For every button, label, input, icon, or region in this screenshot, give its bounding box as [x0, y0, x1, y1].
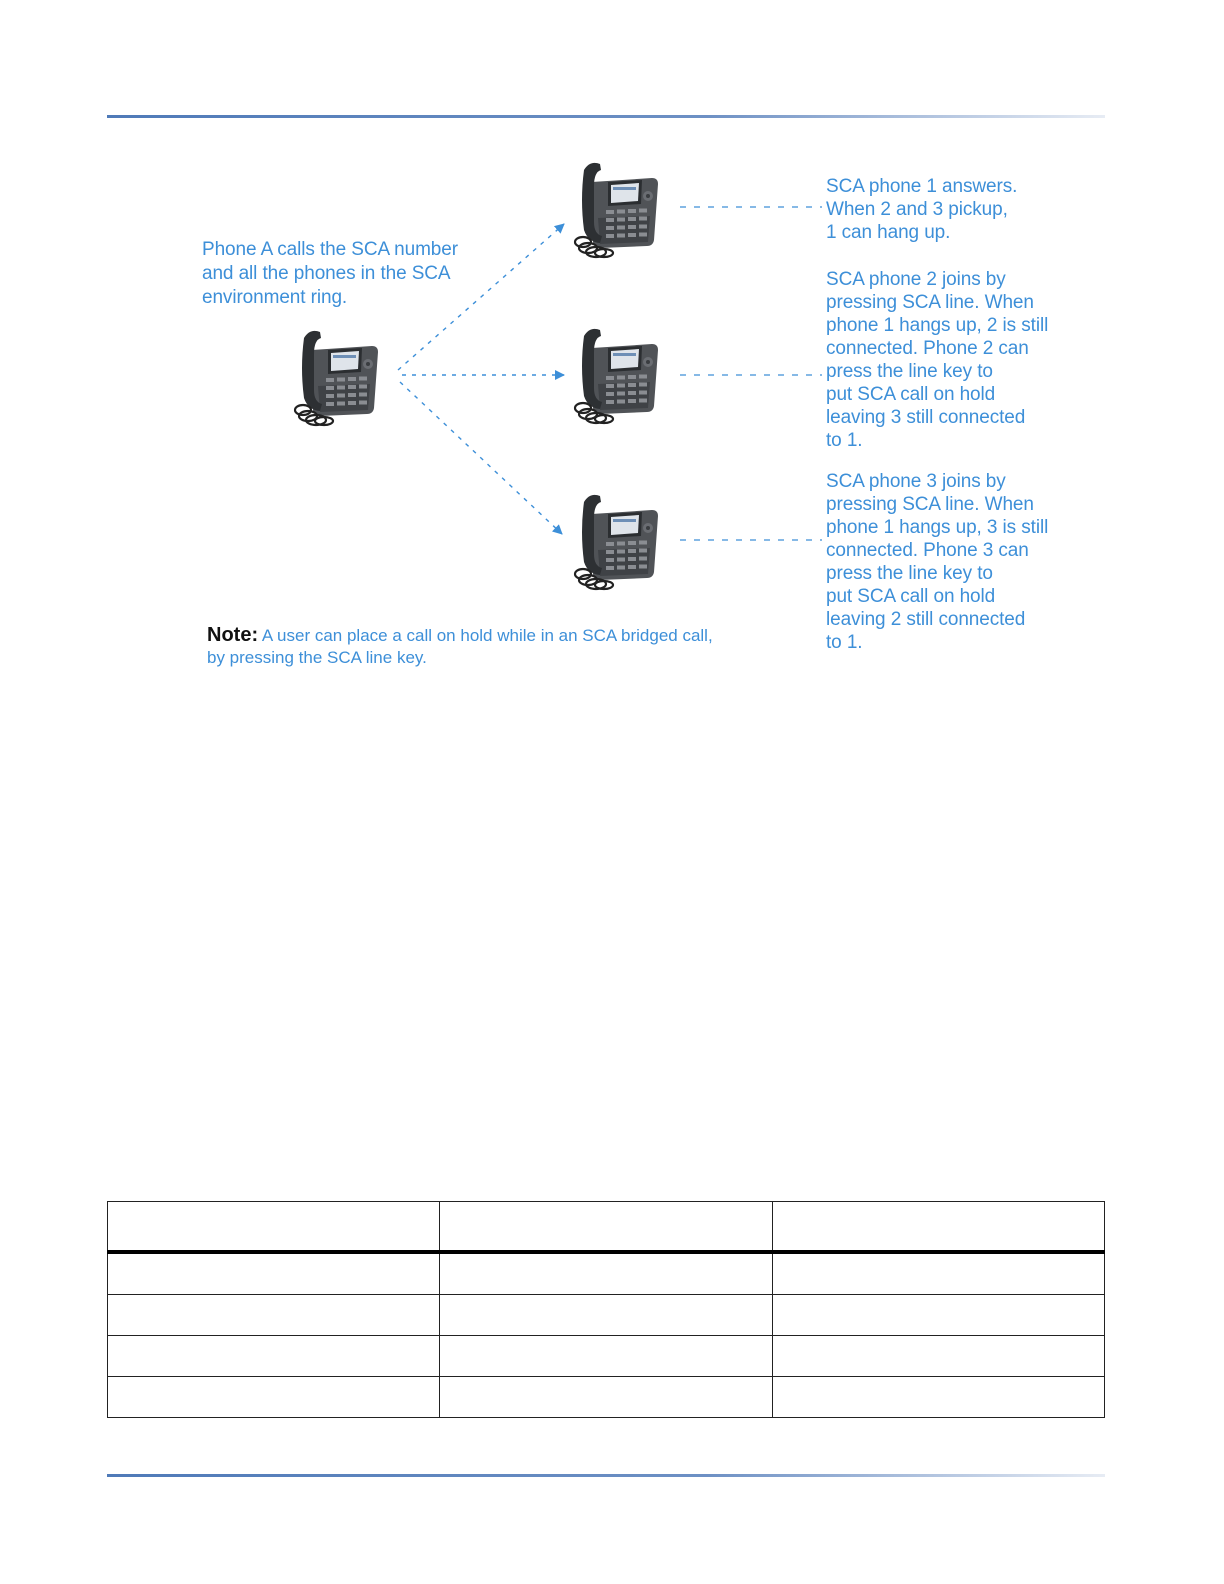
table-row — [108, 1336, 1105, 1377]
note-text-line-1: A user can place a call on hold while in an SCA bridged call, — [261, 626, 713, 645]
table-header-row — [108, 1202, 1105, 1253]
table-cell — [772, 1252, 1104, 1295]
table-cell — [440, 1377, 772, 1418]
table-cell — [772, 1336, 1104, 1377]
table-cell — [440, 1252, 772, 1295]
table-header-cell — [440, 1202, 772, 1253]
note-label: Note: — [207, 624, 259, 646]
caller-callout: Phone A calls the SCA number and all the phones in the SCA environment ring. — [202, 239, 458, 308]
table-cell — [440, 1295, 772, 1336]
phone-3-callout: SCA phone 3 joins by pressing SCA line. When phone 1 hangs up, 3 is still connected. Phone 3 can press the line key to put SCA call on hold leaving 2 still connected to 1. — [826, 471, 1049, 653]
sca-phone-1-icon — [575, 163, 658, 257]
table-row — [108, 1295, 1105, 1336]
table-header-cell — [108, 1202, 440, 1253]
table-cell — [440, 1336, 772, 1377]
footer-rule — [107, 1474, 1105, 1477]
phone-2-callout: SCA phone 2 joins by pressing SCA line. When phone 1 hangs up, 2 is still connected. Phone 2 can press the line key to put SCA call on hold leaving 3 still connected to 1. — [826, 269, 1049, 451]
callout-leaders — [680, 207, 822, 540]
table-cell — [108, 1336, 440, 1377]
note-text-line-2: by pressing the SCA line key. — [207, 648, 427, 667]
table-cell — [772, 1295, 1104, 1336]
table-row — [108, 1377, 1105, 1418]
sca-phone-2-icon — [575, 329, 658, 423]
table-header-cell — [772, 1202, 1104, 1253]
table-cell — [108, 1252, 440, 1295]
table-cell — [108, 1295, 440, 1336]
table-cell — [772, 1377, 1104, 1418]
phone-1-callout: SCA phone 1 answers. When 2 and 3 pickup, 1 can hang up. — [826, 176, 1018, 243]
settings-table — [107, 1201, 1105, 1418]
table-cell — [108, 1377, 440, 1418]
sca-phone-3-icon — [575, 495, 658, 589]
caller-phone-icon — [295, 331, 378, 425]
diagram-note — [207, 624, 713, 669]
table-row — [108, 1252, 1105, 1295]
